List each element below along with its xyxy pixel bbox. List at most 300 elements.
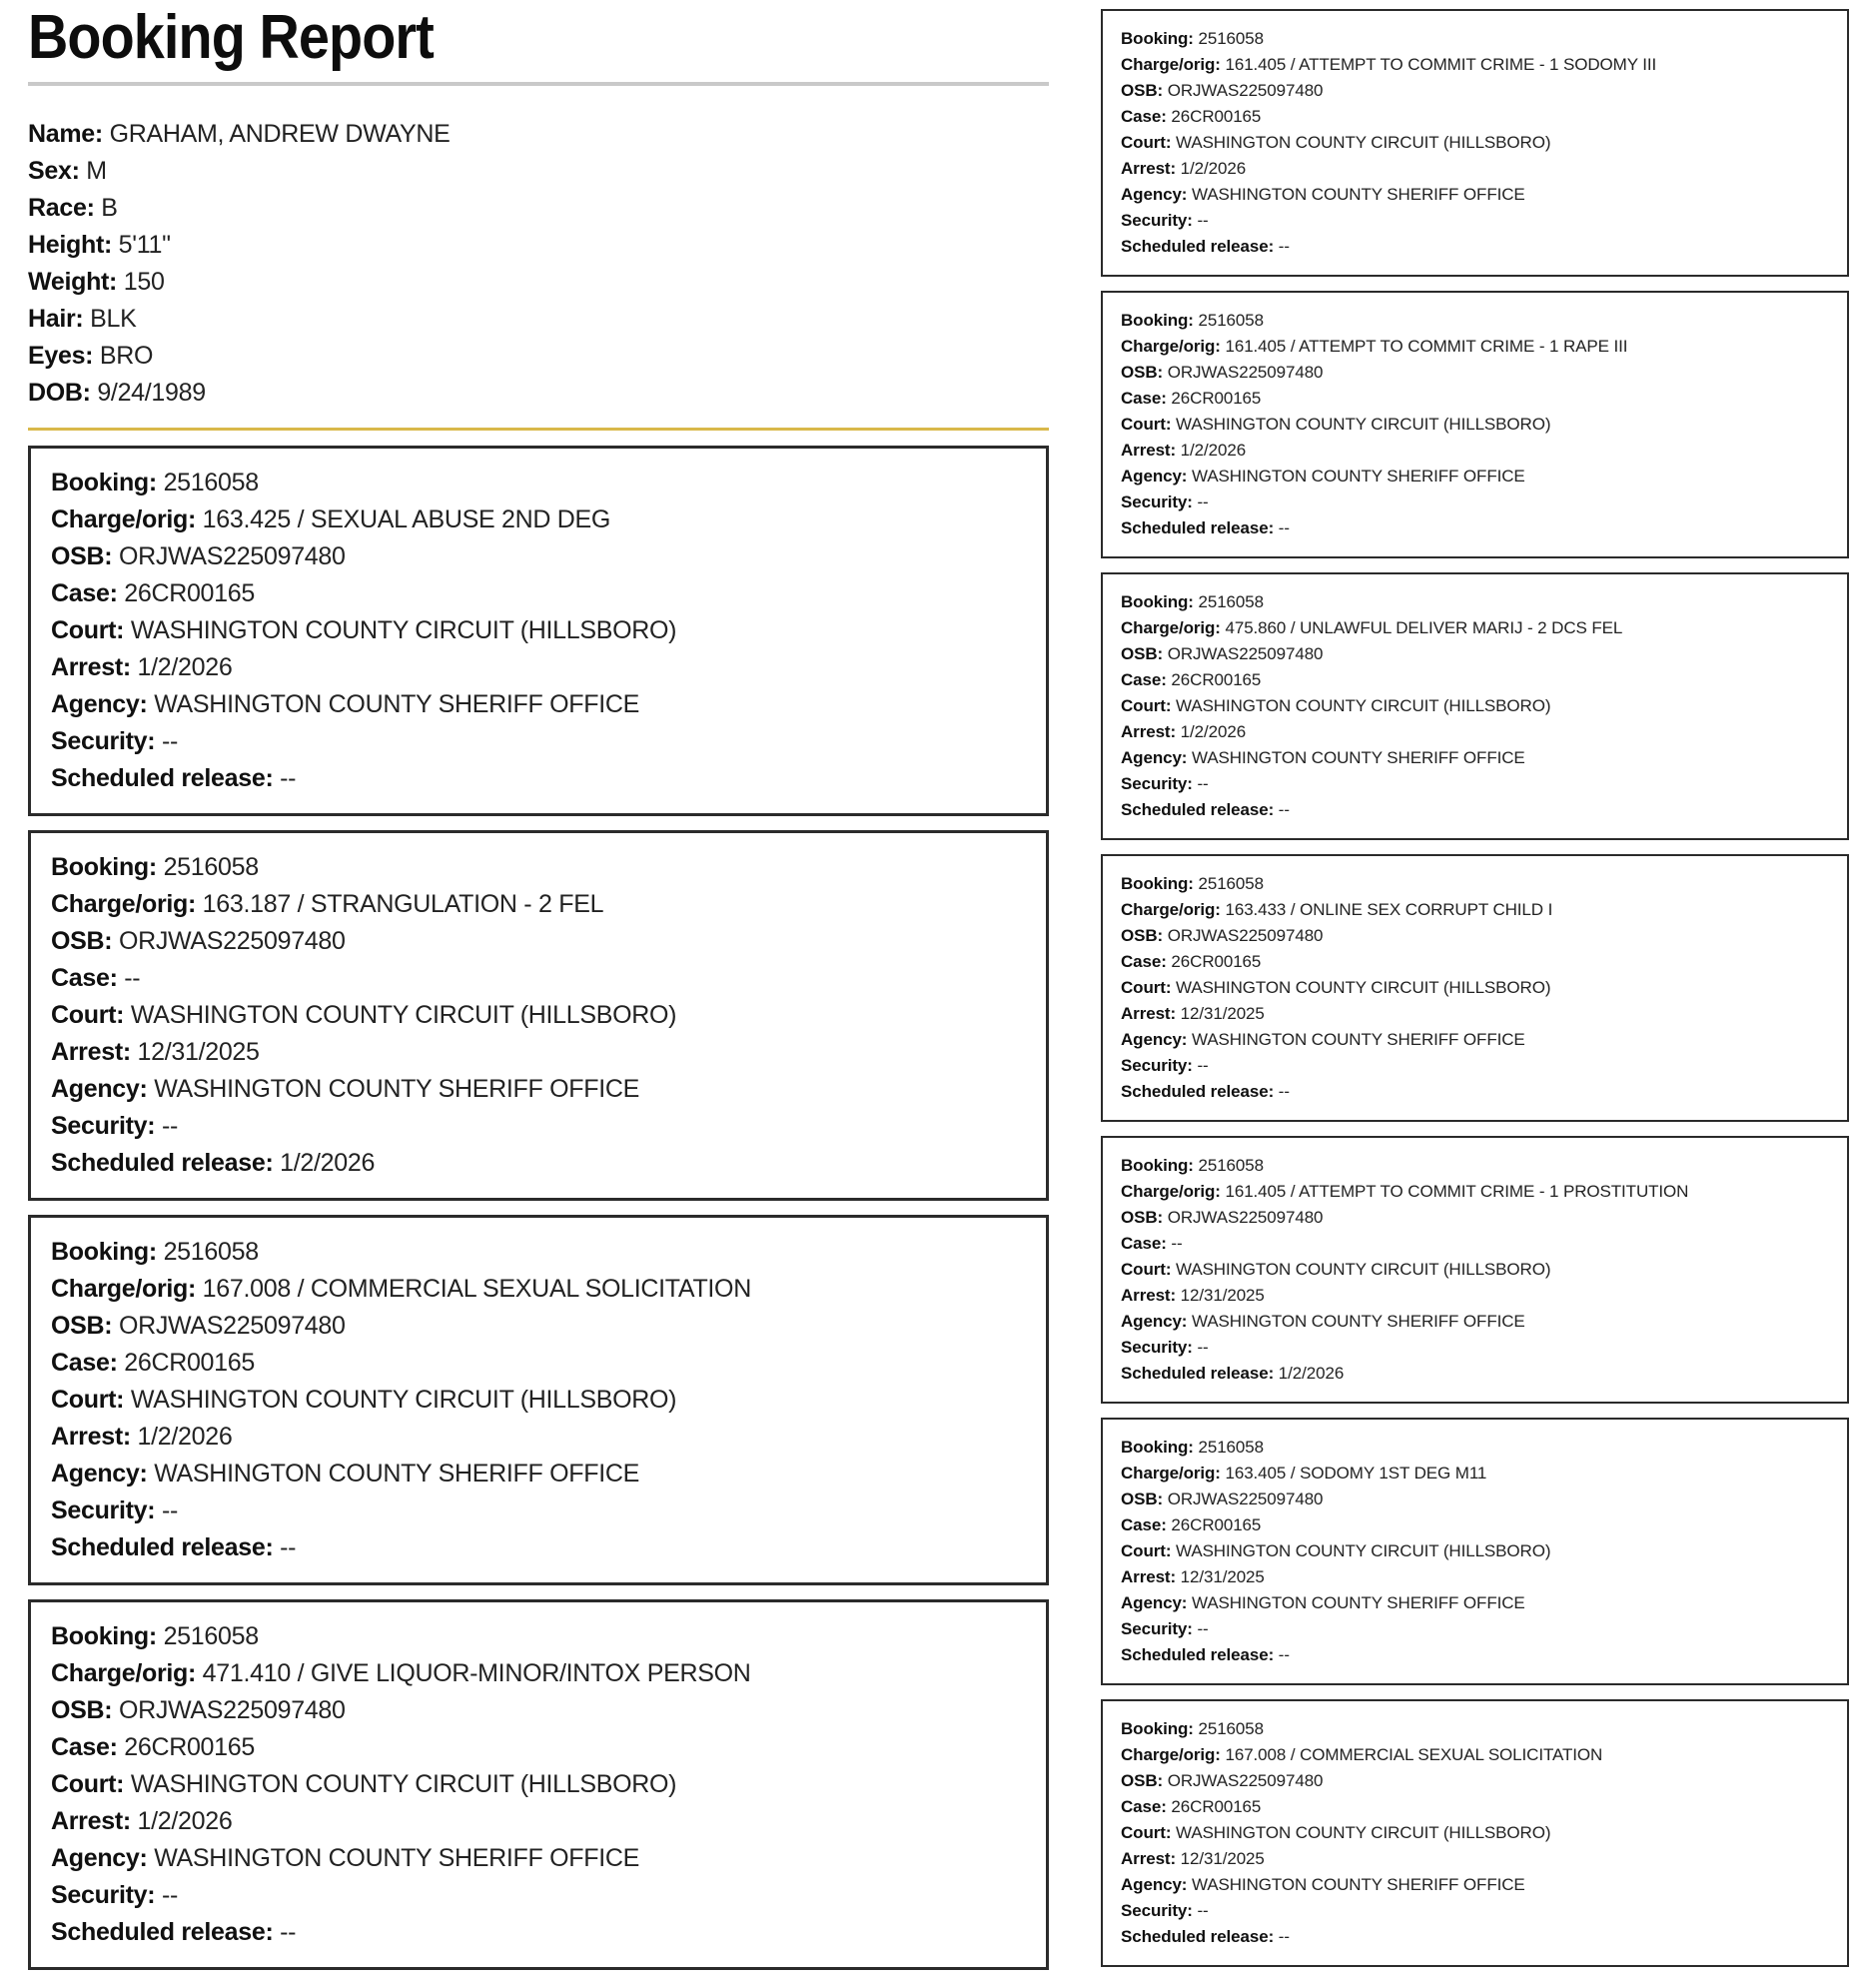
field-label: Case: <box>1121 1515 1167 1534</box>
booking-card <box>1101 1136 1849 1404</box>
field-charge <box>1121 1742 1829 1768</box>
field-value: -- <box>1274 518 1290 537</box>
field-value: ORJWAS225097480 <box>1163 1490 1324 1508</box>
field-value: WASHINGTON COUNTY CIRCUIT (HILLSBORO) <box>124 1386 677 1414</box>
field-arrest <box>51 1803 1026 1840</box>
field-label: Charge/orig: <box>1121 1182 1221 1201</box>
field-value: -- <box>1192 1901 1209 1920</box>
field-value: -- <box>1192 493 1209 511</box>
field-value: WASHINGTON COUNTY SHERIFF OFFICE <box>1187 1030 1525 1049</box>
booking-cards-right <box>1101 8 1849 1981</box>
field-security <box>51 1877 1026 1914</box>
field-label: Agency: <box>51 1844 148 1872</box>
field-charge <box>51 1655 1026 1692</box>
field-label: Arrest: <box>1121 1567 1177 1586</box>
field-value: ORJWAS225097480 <box>112 1312 346 1340</box>
field-label: Booking: <box>51 1622 157 1650</box>
field-label: Scheduled release: <box>51 764 274 792</box>
field-value: 2516058 <box>1193 1156 1264 1175</box>
field-value: -- <box>155 1112 178 1140</box>
booking-card <box>28 1599 1049 1970</box>
field-label: Security: <box>51 1496 156 1524</box>
field-value: -- <box>1192 774 1209 793</box>
field-label: Court: <box>51 1001 125 1029</box>
field-osb <box>51 1308 1026 1345</box>
field-value: ORJWAS225097480 <box>112 927 346 955</box>
field-value: 475.860 / UNLAWFUL DELIVER MARIJ - 2 DCS FEL <box>1220 618 1623 637</box>
field-value: 26CR00165 <box>1166 389 1262 408</box>
field-label: Arrest: <box>51 1423 131 1451</box>
field-label: Scheduled release: <box>51 1533 274 1561</box>
field-agency <box>51 1840 1026 1877</box>
field-security <box>1121 771 1829 797</box>
field-court <box>51 997 1026 1034</box>
field-court <box>1121 1257 1829 1283</box>
field-value: 26CR00165 <box>117 579 255 607</box>
field-value: -- <box>155 727 178 755</box>
field-arrest <box>51 1034 1026 1071</box>
field-arrest <box>1121 1283 1829 1309</box>
person-name <box>28 116 1049 153</box>
field-label: Booking: <box>1121 29 1194 48</box>
field-value: 163.425 / SEXUAL ABUSE 2ND DEG <box>196 505 611 533</box>
field-label: Security: <box>51 1881 156 1909</box>
field-label: Court: <box>1121 978 1172 997</box>
field-release <box>51 1529 1026 1566</box>
field-value: 1/2/2026 <box>130 1423 233 1451</box>
field-agency <box>51 686 1026 723</box>
field-court <box>1121 693 1829 719</box>
field-value: WASHINGTON COUNTY SHERIFF OFFICE <box>147 1844 639 1872</box>
field-value: 12/31/2025 <box>1176 1286 1265 1305</box>
field-value: WASHINGTON COUNTY SHERIFF OFFICE <box>1187 467 1525 486</box>
field-value: WASHINGTON COUNTY CIRCUIT (HILLSBORO) <box>1171 133 1551 152</box>
field-value: 471.410 / GIVE LIQUOR-MINOR/INTOX PERSON <box>196 1659 751 1687</box>
field-security <box>1121 490 1829 515</box>
field-value: 167.008 / COMMERCIAL SEXUAL SOLICITATION <box>1220 1745 1603 1764</box>
field-osb <box>51 1692 1026 1729</box>
field-label: Scheduled release: <box>1121 800 1275 819</box>
field-case <box>51 575 1026 612</box>
field-arrest <box>1121 438 1829 464</box>
person-hair <box>28 301 1049 338</box>
field-label: Booking: <box>51 469 157 497</box>
title-divider <box>28 82 1049 86</box>
field-label: Security: <box>1121 1901 1193 1920</box>
field-label: Booking: <box>51 853 157 881</box>
field-court <box>1121 1820 1829 1846</box>
field-value: -- <box>273 1533 297 1561</box>
field-label: Arrest: <box>1121 1286 1177 1305</box>
field-value: 26CR00165 <box>1166 952 1262 971</box>
field-release <box>1121 1642 1829 1668</box>
field-label: Arrest: <box>51 1807 131 1835</box>
field-osb <box>1121 923 1829 949</box>
field-label: Court: <box>51 1386 125 1414</box>
field-label: OSB: <box>51 927 113 955</box>
field-value: 26CR00165 <box>1166 107 1262 126</box>
field-label: Scheduled release: <box>1121 1645 1275 1664</box>
field-value: WASHINGTON COUNTY CIRCUIT (HILLSBORO) <box>1171 1541 1551 1560</box>
field-value: 1/2/2026 <box>1274 1364 1345 1383</box>
field-label: OSB: <box>1121 363 1164 382</box>
field-label: Race: <box>28 194 95 222</box>
field-label: Booking: <box>1121 592 1194 611</box>
field-label: Case: <box>1121 1797 1167 1816</box>
booking-card <box>1101 1699 1849 1967</box>
field-label: Case: <box>1121 952 1167 971</box>
field-label: Court: <box>1121 1823 1172 1842</box>
field-label: Charge/orig: <box>51 1659 197 1687</box>
field-label: Agency: <box>51 690 148 718</box>
field-label: Security: <box>51 1112 156 1140</box>
field-booking <box>1121 26 1829 52</box>
field-value: WASHINGTON COUNTY CIRCUIT (HILLSBORO) <box>124 616 677 644</box>
field-label: Scheduled release: <box>1121 518 1275 537</box>
field-value: 163.405 / SODOMY 1ST DEG M11 <box>1220 1464 1487 1483</box>
field-value: GRAHAM, ANDREW DWAYNE <box>102 120 451 148</box>
field-label: Agency: <box>1121 1593 1188 1612</box>
field-value: 2516058 <box>156 853 259 881</box>
field-label: Booking: <box>1121 311 1194 330</box>
field-value: 1/2/2026 <box>1176 159 1247 178</box>
field-release <box>1121 1079 1829 1105</box>
field-charge <box>1121 1179 1829 1205</box>
field-value: WASHINGTON COUNTY CIRCUIT (HILLSBORO) <box>1171 1260 1551 1279</box>
field-value: 1/2/2026 <box>130 653 233 681</box>
field-value: 150 <box>117 268 165 296</box>
field-label: Charge/orig: <box>1121 900 1221 919</box>
field-charge <box>1121 52 1829 78</box>
field-value: -- <box>155 1496 178 1524</box>
field-booking <box>51 465 1026 501</box>
field-security <box>1121 1616 1829 1642</box>
field-label: Agency: <box>1121 1030 1188 1049</box>
field-value: WASHINGTON COUNTY SHERIFF OFFICE <box>147 1460 639 1488</box>
field-charge <box>51 886 1026 923</box>
field-booking <box>1121 1716 1829 1742</box>
field-value: -- <box>1192 211 1209 230</box>
page-title: Booking Report <box>28 3 434 72</box>
field-label: Scheduled release: <box>51 1149 274 1177</box>
field-value: B <box>94 194 118 222</box>
field-value: 2516058 <box>1193 592 1264 611</box>
field-security <box>1121 1053 1829 1079</box>
field-label: Court: <box>1121 133 1172 152</box>
field-value: -- <box>1192 1619 1209 1638</box>
field-value: WASHINGTON COUNTY CIRCUIT (HILLSBORO) <box>1171 415 1551 434</box>
field-value: WASHINGTON COUNTY SHERIFF OFFICE <box>1187 1312 1525 1331</box>
field-label: Agency: <box>51 1460 148 1488</box>
field-value: 2516058 <box>156 469 259 497</box>
field-label: Court: <box>1121 1541 1172 1560</box>
field-booking <box>1121 308 1829 334</box>
field-value: WASHINGTON COUNTY SHERIFF OFFICE <box>147 1075 639 1103</box>
field-value: -- <box>1192 1338 1209 1357</box>
field-value: ORJWAS225097480 <box>112 1696 346 1724</box>
field-label: Charge/orig: <box>51 890 197 918</box>
field-value: BLK <box>83 305 137 333</box>
field-arrest <box>1121 1001 1829 1027</box>
field-agency <box>51 1071 1026 1108</box>
field-court <box>51 1382 1026 1419</box>
field-label: Case: <box>51 1349 118 1377</box>
field-value: WASHINGTON COUNTY SHERIFF OFFICE <box>1187 1593 1525 1612</box>
field-release <box>51 1145 1026 1182</box>
field-agency <box>1121 745 1829 771</box>
field-arrest <box>1121 1846 1829 1872</box>
field-agency <box>1121 1309 1829 1335</box>
person-dob <box>28 375 1049 412</box>
field-label: Security: <box>1121 1619 1193 1638</box>
field-label: Security: <box>1121 1056 1193 1075</box>
field-case <box>1121 386 1829 412</box>
field-value: ORJWAS225097480 <box>1163 1208 1324 1227</box>
field-osb <box>1121 360 1829 386</box>
field-value: 1/2/2026 <box>130 1807 233 1835</box>
field-label: Arrest: <box>1121 722 1177 741</box>
field-osb <box>1121 78 1829 104</box>
field-label: Court: <box>1121 696 1172 715</box>
field-label: Agency: <box>51 1075 148 1103</box>
booking-card <box>28 446 1049 816</box>
field-label: Court: <box>1121 415 1172 434</box>
field-release <box>1121 1361 1829 1387</box>
field-charge <box>1121 1461 1829 1487</box>
field-court <box>1121 1538 1829 1564</box>
field-value: 12/31/2025 <box>1176 1849 1265 1868</box>
field-value: 163.187 / STRANGULATION - 2 FEL <box>196 890 604 918</box>
field-label: Scheduled release: <box>51 1918 274 1946</box>
field-arrest <box>1121 156 1829 182</box>
field-case <box>1121 1231 1829 1257</box>
section-divider <box>28 428 1049 431</box>
field-security <box>1121 1898 1829 1924</box>
field-value: 2516058 <box>156 1622 259 1650</box>
field-label: Arrest: <box>1121 441 1177 460</box>
field-charge <box>1121 897 1829 923</box>
field-court <box>51 1766 1026 1803</box>
person-sex <box>28 153 1049 190</box>
field-agency <box>1121 464 1829 490</box>
field-security <box>51 1492 1026 1529</box>
field-value: 2516058 <box>1193 311 1264 330</box>
field-value: WASHINGTON COUNTY SHERIFF OFFICE <box>1187 185 1525 204</box>
field-label: Booking: <box>51 1238 157 1266</box>
field-charge <box>1121 615 1829 641</box>
field-osb <box>51 538 1026 575</box>
field-value: ORJWAS225097480 <box>1163 644 1324 663</box>
field-label: Booking: <box>1121 1719 1194 1738</box>
field-value: 2516058 <box>1193 29 1264 48</box>
field-charge <box>51 1271 1026 1308</box>
field-booking <box>1121 871 1829 897</box>
field-label: Case: <box>1121 389 1167 408</box>
field-label: Charge/orig: <box>1121 55 1221 74</box>
field-value: 161.405 / ATTEMPT TO COMMIT CRIME - 1 SODOMY III <box>1220 55 1657 74</box>
field-case <box>1121 1794 1829 1820</box>
field-label: Booking: <box>1121 1438 1194 1457</box>
field-agency <box>1121 182 1829 208</box>
field-label: OSB: <box>51 542 113 570</box>
field-label: Weight: <box>28 268 118 296</box>
field-value: 12/31/2025 <box>1176 1004 1265 1023</box>
field-osb <box>51 923 1026 960</box>
booking-cards-left <box>28 446 1049 1970</box>
field-label: Case: <box>51 964 118 992</box>
field-value: 163.433 / ONLINE SEX CORRUPT CHILD I <box>1220 900 1553 919</box>
field-agency <box>1121 1872 1829 1898</box>
field-label: OSB: <box>1121 1490 1164 1508</box>
field-label: Case: <box>51 579 118 607</box>
field-value: 1/2/2026 <box>273 1149 376 1177</box>
field-value: WASHINGTON COUNTY SHERIFF OFFICE <box>1187 748 1525 767</box>
field-value: -- <box>273 764 297 792</box>
field-value: -- <box>1274 237 1290 256</box>
field-booking <box>1121 589 1829 615</box>
field-value: 2516058 <box>156 1238 259 1266</box>
field-osb <box>1121 1487 1829 1512</box>
field-court <box>1121 412 1829 438</box>
field-value: 12/31/2025 <box>1176 1567 1265 1586</box>
field-value: BRO <box>93 342 154 370</box>
field-value: M <box>79 157 107 185</box>
field-case <box>1121 104 1829 130</box>
field-label: OSB: <box>1121 926 1164 945</box>
field-value: -- <box>1192 1056 1209 1075</box>
field-label: Case: <box>51 1733 118 1761</box>
field-value: WASHINGTON COUNTY CIRCUIT (HILLSBORO) <box>1171 978 1551 997</box>
field-value: WASHINGTON COUNTY CIRCUIT (HILLSBORO) <box>1171 696 1551 715</box>
person-height <box>28 227 1049 264</box>
field-label: Court: <box>51 1770 125 1798</box>
field-security <box>51 1108 1026 1145</box>
field-value: 161.405 / ATTEMPT TO COMMIT CRIME - 1 PROSTITUTION <box>1220 1182 1689 1201</box>
person-eyes <box>28 338 1049 375</box>
field-value: ORJWAS225097480 <box>1163 363 1324 382</box>
field-security <box>51 723 1026 760</box>
field-case <box>1121 667 1829 693</box>
field-value: WASHINGTON COUNTY CIRCUIT (HILLSBORO) <box>124 1001 677 1029</box>
field-value: 26CR00165 <box>117 1733 255 1761</box>
field-label: OSB: <box>1121 644 1164 663</box>
field-value: 5'11" <box>112 231 171 259</box>
field-label: Court: <box>1121 1260 1172 1279</box>
field-label: Arrest: <box>1121 1004 1177 1023</box>
field-booking <box>51 1618 1026 1655</box>
field-value: 26CR00165 <box>1166 1797 1262 1816</box>
field-osb <box>1121 1205 1829 1231</box>
field-release <box>51 760 1026 797</box>
field-label: Agency: <box>1121 185 1188 204</box>
field-label: Agency: <box>1121 1312 1188 1331</box>
field-label: Charge/orig: <box>1121 1745 1221 1764</box>
field-label: Booking: <box>1121 874 1194 893</box>
booking-card <box>28 830 1049 1201</box>
field-label: Court: <box>51 616 125 644</box>
field-court <box>1121 975 1829 1001</box>
field-court <box>51 612 1026 649</box>
field-label: Name: <box>28 120 103 148</box>
field-value: 2516058 <box>1193 874 1264 893</box>
field-value: -- <box>117 964 141 992</box>
field-value: ORJWAS225097480 <box>1163 81 1324 100</box>
field-value: ORJWAS225097480 <box>1163 1771 1324 1790</box>
field-label: Security: <box>1121 211 1193 230</box>
field-label: Scheduled release: <box>1121 1927 1275 1946</box>
field-value: ORJWAS225097480 <box>112 542 346 570</box>
field-charge <box>1121 334 1829 360</box>
field-release <box>1121 797 1829 823</box>
field-agency <box>1121 1590 1829 1616</box>
left-column <box>28 3 1049 1984</box>
field-label: Security: <box>1121 493 1193 511</box>
field-value: -- <box>1166 1234 1183 1253</box>
field-value: WASHINGTON COUNTY SHERIFF OFFICE <box>147 690 639 718</box>
field-label: Security: <box>1121 1338 1193 1357</box>
field-label: DOB: <box>28 379 91 407</box>
field-value: 26CR00165 <box>1166 670 1262 689</box>
field-agency <box>1121 1027 1829 1053</box>
field-label: Case: <box>1121 107 1167 126</box>
person-race <box>28 190 1049 227</box>
field-booking <box>1121 1153 1829 1179</box>
field-value: -- <box>155 1881 178 1909</box>
field-security <box>1121 208 1829 234</box>
field-booking <box>51 1234 1026 1271</box>
field-value: -- <box>1274 1927 1290 1946</box>
booking-card <box>1101 854 1849 1122</box>
field-value: 26CR00165 <box>1166 1515 1262 1534</box>
field-label: Eyes: <box>28 342 94 370</box>
field-release <box>1121 515 1829 541</box>
booking-card <box>1101 291 1849 558</box>
field-label: OSB: <box>1121 1771 1164 1790</box>
field-case <box>51 1345 1026 1382</box>
field-value: 2516058 <box>1193 1438 1264 1457</box>
field-case <box>51 1729 1026 1766</box>
field-release <box>1121 234 1829 260</box>
field-booking <box>51 849 1026 886</box>
field-value: WASHINGTON COUNTY CIRCUIT (HILLSBORO) <box>1171 1823 1551 1842</box>
field-label: Charge/orig: <box>1121 618 1221 637</box>
field-arrest <box>1121 719 1829 745</box>
booking-card <box>1101 572 1849 840</box>
field-value: 1/2/2026 <box>1176 722 1247 741</box>
field-label: Agency: <box>1121 1875 1188 1894</box>
field-label: OSB: <box>1121 1208 1164 1227</box>
field-value: -- <box>1274 800 1290 819</box>
field-case <box>1121 949 1829 975</box>
person-weight <box>28 264 1049 301</box>
field-value: -- <box>273 1918 297 1946</box>
booking-card <box>1101 9 1849 277</box>
field-court <box>1121 130 1829 156</box>
field-value: -- <box>1274 1645 1290 1664</box>
field-security <box>1121 1335 1829 1361</box>
field-label: Charge/orig: <box>51 505 197 533</box>
field-osb <box>1121 1768 1829 1794</box>
field-label: Agency: <box>1121 748 1188 767</box>
field-arrest <box>51 1419 1026 1456</box>
field-label: OSB: <box>51 1696 113 1724</box>
field-case <box>1121 1512 1829 1538</box>
field-value: 12/31/2025 <box>130 1038 260 1066</box>
field-release <box>1121 1924 1829 1950</box>
field-label: Height: <box>28 231 112 259</box>
field-value: 161.405 / ATTEMPT TO COMMIT CRIME - 1 RAPE III <box>1220 337 1628 356</box>
field-arrest <box>1121 1564 1829 1590</box>
